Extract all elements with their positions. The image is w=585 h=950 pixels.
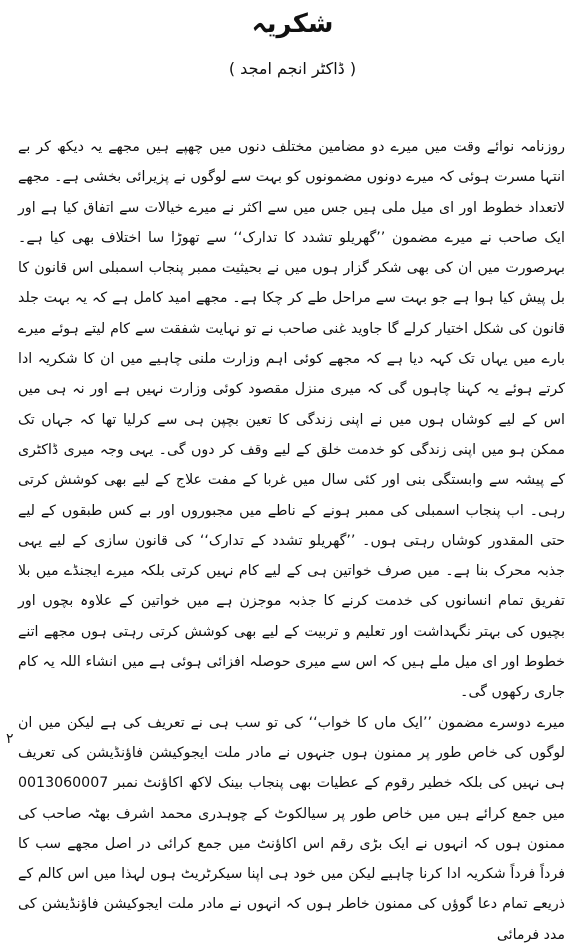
article-body xyxy=(18,132,565,950)
article-title: شکریہ xyxy=(251,9,334,39)
author-byline: ( ڈاکٹر انجم امجد ) xyxy=(228,59,357,78)
page-number: ۲ xyxy=(6,731,14,747)
body-paragraph: روزنامہ نوائے وقت میں میرے دو مضامین مختلف دنوں میں چھپے ہیں مجھے یہ دیکھ کر بے انتہا مسرت ہوئی کہ میرے دونوں مضمونوں کو بہت سے لوگوں نے پزیرائی بخشی ہے۔ مجھے لاتعداد خطوط اور ای میل ملی ہیں جس میں سے اکثر نے میرے خیالات سے اتفاق کیا ہے اور ایک صاحب نے میرے مضمون ’’گھریلو تشدد کا تدارک‘‘ سے تھوڑا سا اختلاف بھی کیا ہے۔ بہرصورت میں ان کی بھی شکر گزار ہوں میں نے بحیثیت ممبر پنجاب اسمبلی اس قانون کا بل پیش کیا ہوا ہے جو بہت سے مراحل طے کر چکا ہے۔ مجھے امید کامل ہے کہ یہ بہت جلد قانون کی شکل اختیار کرلے گا جاوید غنی صاحب نے تو نہایت شفقت سے کام لیتے ہوئے میرے بارے میں یہاں تک کہہ دیا ہے کہ مجھے کوئی اہم وزارت ملنی چاہیے میں ان کا شکریہ ادا کرتے ہوئے یہ کہنا چاہوں گی کہ میری منزل مقصود کوئی وزارت نہیں ہے اور نہ ہی میں اس کے لیے کوشاں ہوں میں نے اپنی زندگی کا تعین بچپن ہی سے کرلیا تھا کہ جہاں تک ممکن ہو میں اپنی زندگی کو خدمت خلق کے لیے وقف کر دوں گی۔ یہی وجہ میری ڈاکٹری کے پیشہ سے وابستگی بنی اور کئی سال میں غربا کے مفت علاج کے لیے بھی کوشش کرتی رہی۔ اب پنجاب اسمبلی کی ممبر ہونے کے ناطے میں مجبوروں اور بے کس طبقوں کے لیے حتی المقدور کوشاں رہتی ہوں۔ ’’گھریلو تشدد کے تدارک‘‘ کی قانون سازی کے لیے یہی جذبہ محرک بنا ہے۔ میں صرف خواتین ہی کے لیے کام نہیں کرتی بلکہ میرے ایجنڈے میں بلا تفریق تمام انسانوں کی خدمت کرنے کا جذبہ موجزن ہے میں خواتین کے علاوہ بچوں اور بچیوں کی بہتر نگہداشت اور تعلیم و تربیت کے لیے بھی کوشش کرتی رہتی ہوں مجھے اتنے خطوط اور ای میل ملے ہیں کہ اس سے میری حوصلہ افزائی ہوئی ہے میں انشاء اللہ یہ کام جاری رکھوں گی۔ xyxy=(18,139,565,701)
body-paragraph: میرے دوسرے مضمون ’’ایک ماں کا خواب‘‘ کی تو سب ہی نے تعریف کی ہے لیکن میں ان لوگوں کی خاص طور پر ممنون ہوں جنہوں نے مادر ملت ایجوکیشن فاؤنڈیشن کی تعریف ہی نہیں کی بلکہ خطیر رقوم کے عطیات بھی پنجاب بینک لاکھ اکاؤنٹ نمبر 0013060007 میں جمع کرائے ہیں میں خاص طور پر سیالکوٹ کے چوہدری محمد اشرف بھٹہ صاحب کی ممنون ہوں کہ انہوں نے ایک بڑی رقم اس اکاؤنٹ میں جمع کرائی در اصل مجھے سب کا فرداً فرداً شکریہ ادا کرنا چاہیے لیکن میں خود ہی اپنا سیکرٹریٹ ہوں لہذا میں اس کالم کے ذریعے تمام دعا گوؤں کی ممنون خاطر ہوں کہ انہوں نے مادر ملت ایجوکیشن فاؤنڈیشن کی مدد فرمائی xyxy=(18,714,565,943)
